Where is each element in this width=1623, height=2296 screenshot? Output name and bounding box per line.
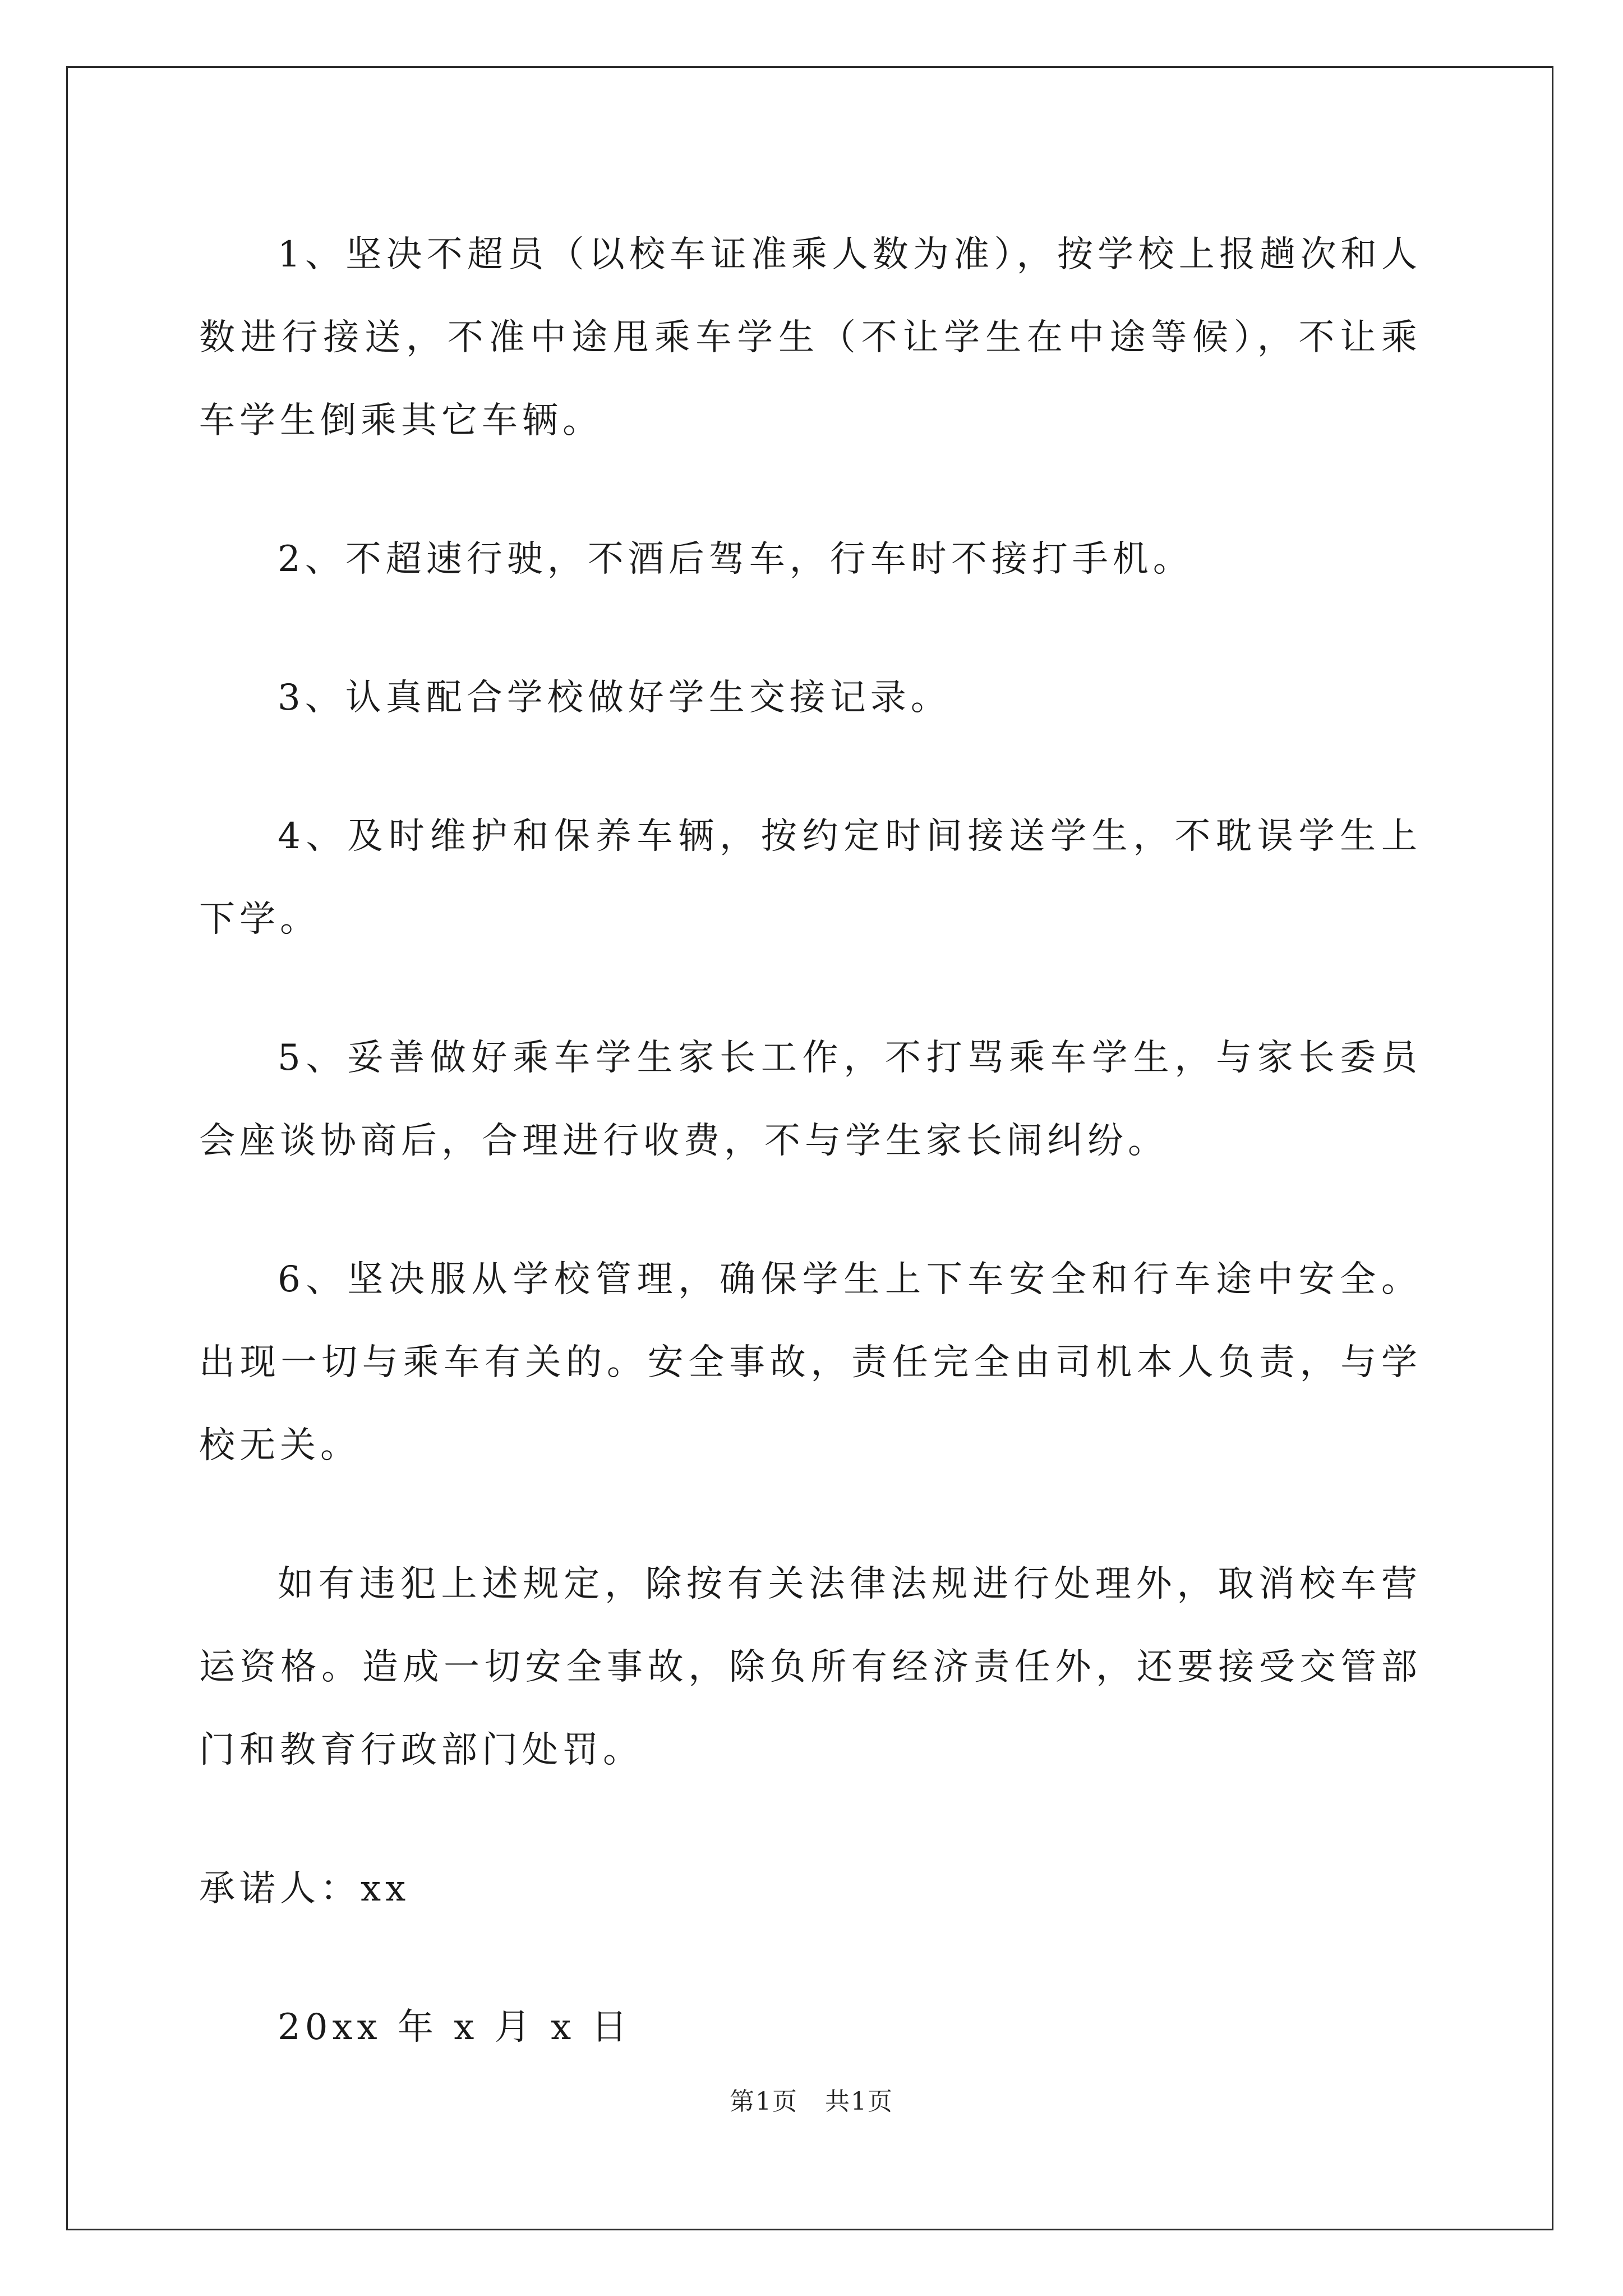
date-line: 20xx 年 x 月 x 日	[278, 2007, 632, 2048]
paragraph-3: 3、认真配合学校做好学生交接记录。	[278, 677, 951, 719]
paragraph-5: 5、妥善做好乘车学生家长工作，不打骂乘车学生，与家长委员会座谈协商后，合理进行收费，不与学生家长闹纠纷。	[199, 1037, 1422, 1162]
paragraph-4: 4、及时维护和保养车辆，按约定时间接送学生，不耽误学生上下学。	[199, 816, 1422, 940]
paragraph-2: 2、不超速行驶，不酒后驾车，行车时不接打手机。	[278, 539, 1193, 580]
page-footer	[0, 2081, 1623, 2117]
document-body	[199, 213, 1422, 2069]
page-total: 共1页	[824, 2087, 893, 2116]
paragraph-penalty: 如有违犯上述规定，除按有关法律法规进行处理外，取消校车营运资格。造成一切安全事故，除负所有经济责任外，还要接受交管部门和教育行政部门处罚。	[199, 1563, 1422, 1771]
page-number: 第1页	[730, 2087, 799, 2116]
signer-line: 承诺人：xx	[199, 1868, 411, 1910]
paragraph-6: 6、坚决服从学校管理，确保学生上下车安全和行车途中安全。出现一切与乘车有关的。安全事故，责任完全由司机本人负责，与学校无关。	[199, 1259, 1422, 1466]
paragraph-1: 1、坚决不超员（以校车证准乘人数为准），按学校上报趟次和人数进行接送，不准中途甩乘车学生（不让学生在中途等候），不让乘车学生倒乘其它车辆。	[199, 234, 1422, 441]
